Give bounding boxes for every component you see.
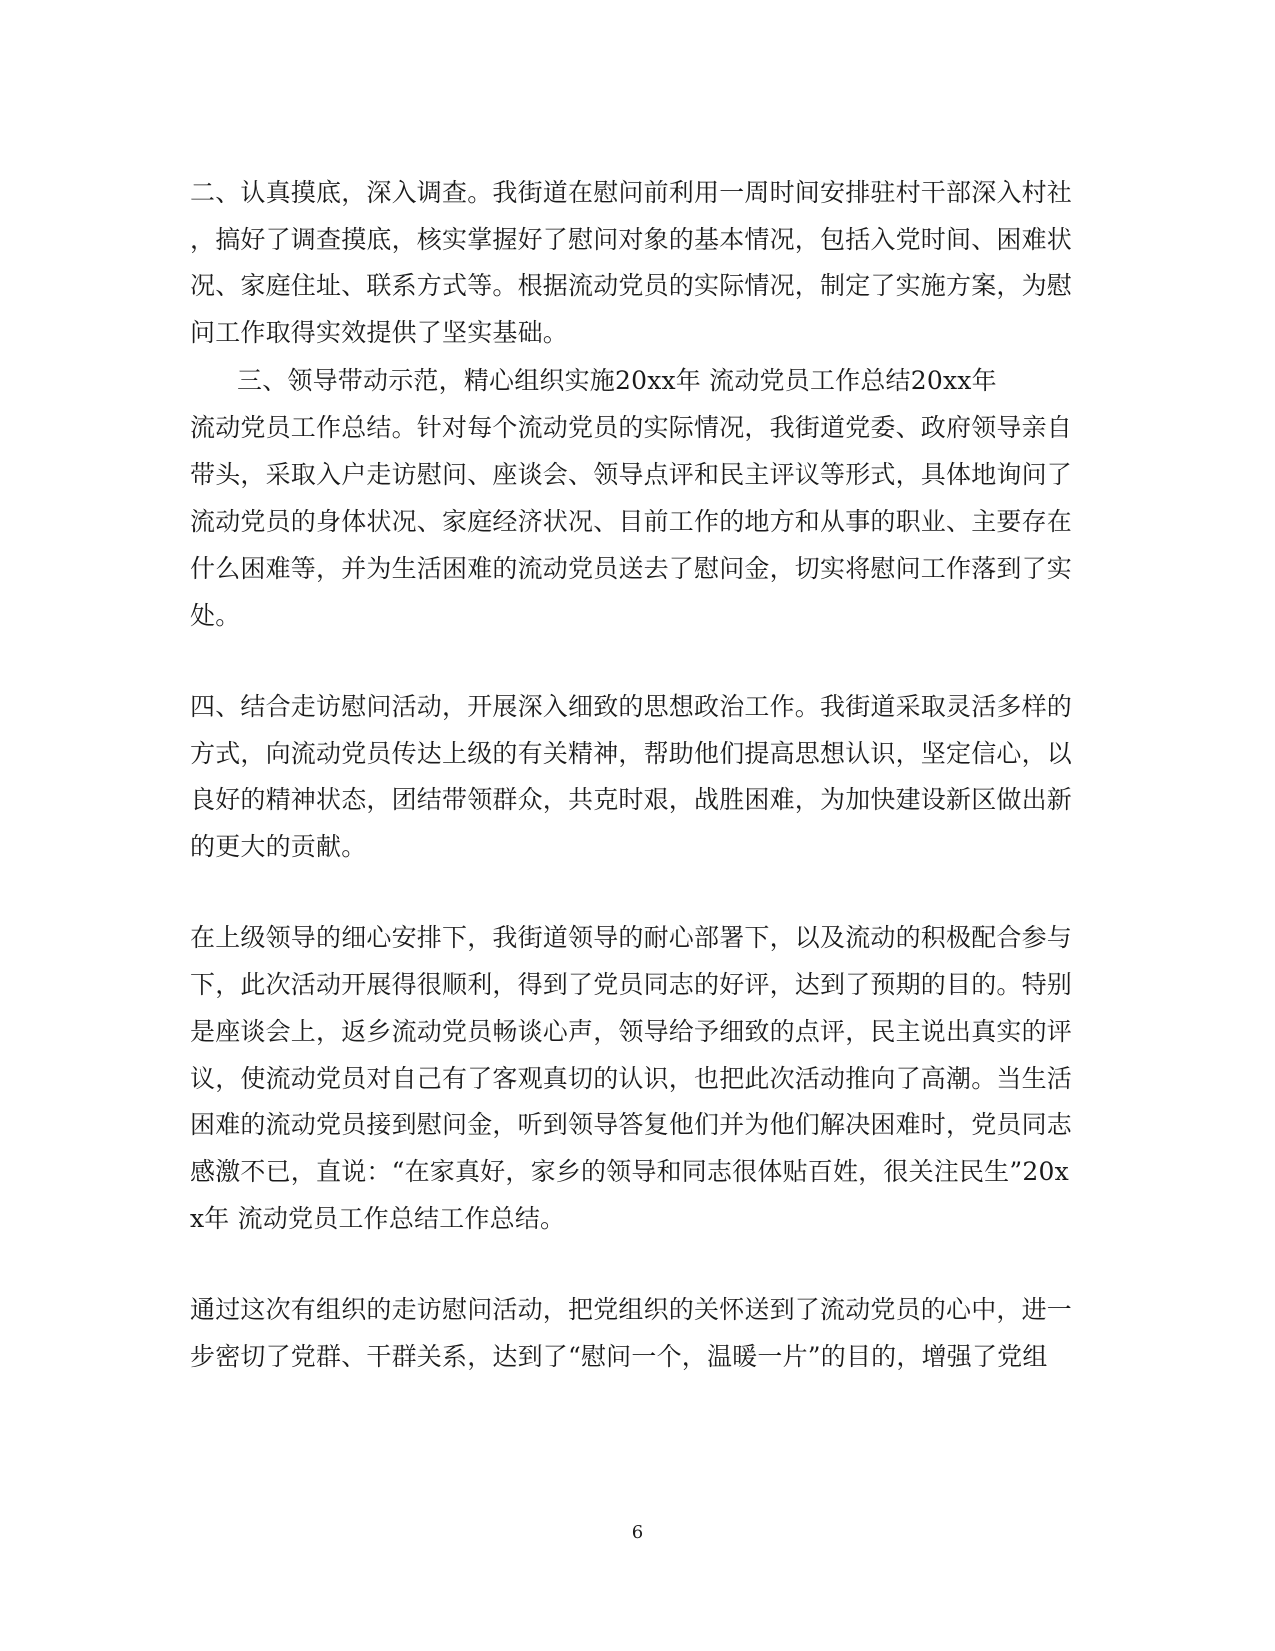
paragraph-1-line-4: 问工作取得实效提供了坚实基础。 <box>190 318 569 347</box>
paragraph-4-line-5: 困难的流动党员接到慰问金，听到领导答复他们并为他们解决困难时，党员同志 <box>190 1110 1073 1139</box>
paragraph-3-line-2: 方式，向流动党员传达上级的有关精神，帮助他们提高思想认识，坚定信心，以 <box>190 739 1073 768</box>
paragraph-2-line-1: 三、领导带动示范，精心组织实施20xx年 流动党员工作总结20xx年 <box>237 366 997 395</box>
paragraph-1-line-2: ，搞好了调查摸底，核实掌握好了慰问对象的基本情况，包括入党时间、困难状 <box>190 225 1073 254</box>
page-number: 6 <box>631 1522 644 1543</box>
paragraph-3-line-1: 四、结合走访慰问活动，开展深入细致的思想政治工作。我街道采取灵活多样的 <box>190 692 1073 721</box>
paragraph-4-line-3: 是座谈会上，返乡流动党员畅谈心声，领导给予细致的点评，民主说出真实的评 <box>190 1017 1073 1046</box>
paragraph-4-line-1: 在上级领导的细心安排下，我街道领导的耐心部署下，以及流动的积极配合参与 <box>190 923 1073 952</box>
paragraph-1-line-3: 况、家庭住址、联系方式等。根据流动党员的实际情况，制定了实施方案，为慰 <box>190 271 1073 300</box>
paragraph-2-line-5: 什么困难等，并为生活困难的流动党员送去了慰问金，切实将慰问工作落到了实 <box>190 554 1073 583</box>
paragraph-3-line-3: 良好的精神状态，团结带领群众，共克时艰，战胜困难，为加快建设新区做出新 <box>190 785 1073 814</box>
paragraph-5-line-2: 步密切了党群、干群关系，达到了“慰问一个，温暖一片”的目的，增强了党组 <box>190 1342 1048 1371</box>
paragraph-2-line-4: 流动党员的身体状况、家庭经济状况、目前工作的地方和从事的职业、主要存在 <box>190 507 1073 536</box>
paragraph-4-line-6: 感激不已，直说：“在家真好，家乡的领导和同志很体贴百姓，很关注民生”20x <box>190 1157 1069 1186</box>
paragraph-4-line-4: 议，使流动党员对自己有了客观真切的认识，也把此次活动推向了高潮。当生活 <box>190 1064 1073 1093</box>
paragraph-1-line-1: 二、认真摸底，深入调查。我街道在慰问前利用一周时间安排驻村干部深入村社 <box>190 178 1073 207</box>
paragraph-3-line-4: 的更大的贡献。 <box>190 832 367 861</box>
paragraph-2-line-6: 处。 <box>190 601 241 630</box>
paragraph-2-line-2: 流动党员工作总结。针对每个流动党员的实际情况，我街道党委、政府领导亲自 <box>190 413 1073 442</box>
paragraph-2-line-3: 带头，采取入户走访慰问、座谈会、领导点评和民主评议等形式，具体地询问了 <box>190 460 1073 489</box>
paragraph-5-line-1: 通过这次有组织的走访慰问活动，把党组织的关怀送到了流动党员的心中，进一 <box>190 1295 1073 1324</box>
paragraph-4-line-2: 下，此次活动开展得很顺利，得到了党员同志的好评，达到了预期的目的。特别 <box>190 970 1073 999</box>
paragraph-4-line-7: x年 流动党员工作总结工作总结。 <box>190 1204 566 1233</box>
